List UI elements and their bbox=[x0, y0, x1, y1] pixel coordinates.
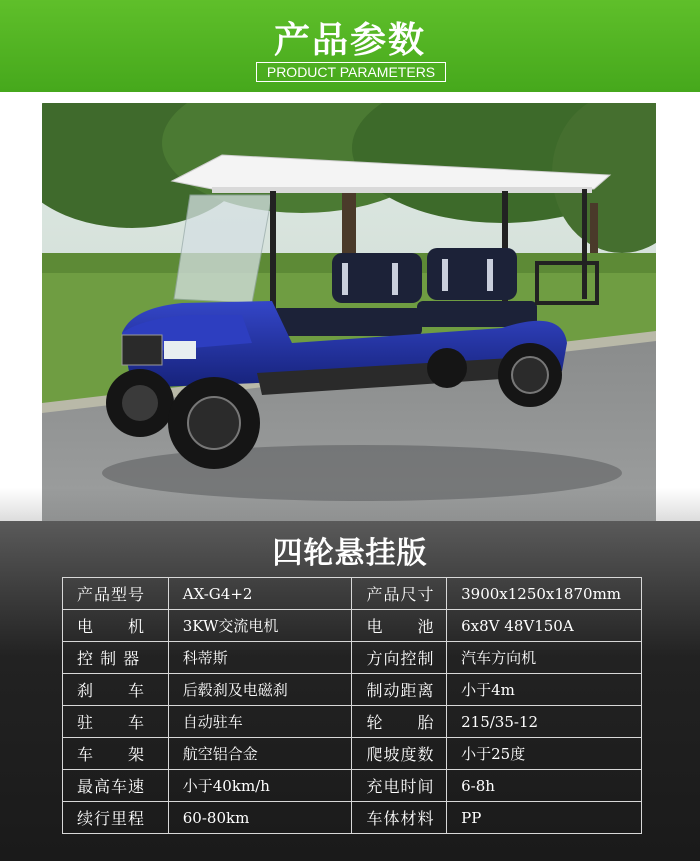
spec-row bbox=[63, 642, 642, 674]
spec-value: 小于40km/h bbox=[168, 770, 352, 802]
spec-value: 小于25度 bbox=[447, 738, 642, 770]
page-title: 产品参数 bbox=[273, 20, 426, 61]
spec-row bbox=[63, 770, 642, 802]
spec-value: 科蒂斯 bbox=[168, 642, 352, 674]
version-title: 四轮悬挂版 bbox=[272, 536, 428, 571]
spec-value: 3900x1250x1870mm bbox=[447, 578, 642, 610]
spec-value: 6-8h bbox=[447, 770, 642, 802]
spec-row bbox=[63, 674, 642, 706]
spec-table bbox=[62, 577, 642, 834]
spec-label: 制动距离 bbox=[352, 674, 447, 706]
spec-label: 轮 胎 bbox=[352, 706, 447, 738]
spec-label: 刹 车 bbox=[63, 674, 169, 706]
header-banner bbox=[0, 0, 700, 92]
spec-label: 产品尺寸 bbox=[352, 578, 447, 610]
spec-value: 航空铝合金 bbox=[168, 738, 352, 770]
spec-value: 215/35-12 bbox=[447, 706, 642, 738]
spec-label: 电 池 bbox=[352, 610, 447, 642]
spec-value: 小于4m bbox=[447, 674, 642, 706]
spec-label: 方向控制 bbox=[352, 642, 447, 674]
spec-label: 最高车速 bbox=[63, 770, 169, 802]
spec-value: AX-G4+2 bbox=[168, 578, 352, 610]
spec-value: 6x8V 48V150A bbox=[447, 610, 642, 642]
spec-row bbox=[63, 802, 642, 834]
spec-row bbox=[63, 610, 642, 642]
spec-label: 车 架 bbox=[63, 738, 169, 770]
spec-value: PP bbox=[447, 802, 642, 834]
spec-label: 驻 车 bbox=[63, 706, 169, 738]
spec-label: 车体材料 bbox=[352, 802, 447, 834]
spec-value: 自动驻车 bbox=[168, 706, 352, 738]
golf-cart-image bbox=[42, 103, 656, 521]
spec-label: 电 机 bbox=[63, 610, 169, 642]
spec-row bbox=[63, 578, 642, 610]
spec-row bbox=[63, 738, 642, 770]
spec-label: 充电时间 bbox=[352, 770, 447, 802]
page-subtitle: PRODUCT PARAMETERS bbox=[256, 62, 446, 82]
spec-value: 后毂刹及电磁刹 bbox=[168, 674, 352, 706]
spec-row bbox=[63, 706, 642, 738]
product-photo bbox=[42, 103, 656, 521]
spec-label: 爬坡度数 bbox=[352, 738, 447, 770]
spec-label: 续行里程 bbox=[63, 802, 169, 834]
spec-label: 控 制 器 bbox=[63, 642, 169, 674]
spec-value: 汽车方向机 bbox=[447, 642, 642, 674]
spec-label: 产品型号 bbox=[63, 578, 169, 610]
spec-value: 3KW交流电机 bbox=[168, 610, 352, 642]
spec-value: 60-80km bbox=[168, 802, 352, 834]
